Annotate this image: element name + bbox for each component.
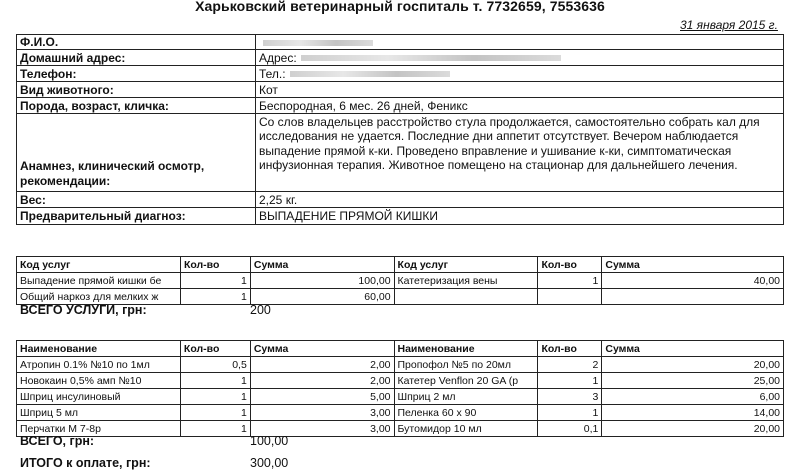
info-value: Беспородная, 6 мес. 26 дней, Феникс bbox=[256, 98, 784, 114]
column-header: Наименование bbox=[17, 341, 181, 357]
table-cell: 2,00 bbox=[250, 357, 394, 373]
table-cell: Шприц 2 мл bbox=[394, 389, 538, 405]
table-cell: 20,00 bbox=[602, 357, 784, 373]
column-header: Кол-во bbox=[538, 341, 602, 357]
redacted-text bbox=[301, 55, 561, 61]
redacted-text bbox=[290, 71, 450, 77]
grand-total-value: 300,00 bbox=[250, 456, 289, 470]
table-cell: Пеленка 60 х 90 bbox=[394, 405, 538, 421]
column-header: Кол-во bbox=[180, 257, 250, 273]
table-cell: Выпадение прямой кишки бе bbox=[17, 273, 181, 289]
info-row-phone bbox=[17, 66, 784, 82]
info-label: Предварительный диагноз: bbox=[17, 208, 256, 225]
table-row bbox=[17, 357, 784, 373]
table-cell bbox=[394, 289, 538, 305]
table-cell: Бутомидор 10 мл bbox=[394, 421, 538, 437]
table-cell: Атропин 0.1% №10 по 1мл bbox=[17, 357, 181, 373]
table-cell: 2 bbox=[538, 357, 602, 373]
table-row bbox=[17, 389, 784, 405]
table-cell: Пропофол №5 по 20мл bbox=[394, 357, 538, 373]
table-header-row bbox=[17, 257, 784, 273]
table-cell: 1 bbox=[180, 421, 250, 437]
goods-total-label: ВСЕГО, грн: bbox=[20, 434, 95, 448]
redacted-text bbox=[263, 40, 373, 46]
column-header: Сумма bbox=[250, 341, 394, 357]
info-label: Домашний адрес: bbox=[17, 50, 256, 66]
table-cell: 3,00 bbox=[250, 405, 394, 421]
info-row-breed bbox=[17, 98, 784, 114]
table-cell: 5,00 bbox=[250, 389, 394, 405]
info-label: Вид животного: bbox=[17, 82, 256, 98]
table-cell: Перчатки М 7-8р bbox=[17, 421, 181, 437]
table-cell: 1 bbox=[180, 289, 250, 305]
info-value: ВЫПАДЕНИЕ ПРЯМОЙ КИШКИ bbox=[256, 208, 784, 225]
column-header: Код услуг bbox=[17, 257, 181, 273]
info-value: Тел.: bbox=[256, 66, 784, 82]
info-label: Телефон: bbox=[17, 66, 256, 82]
table-cell: Катетер Venflon 20 GA (р bbox=[394, 373, 538, 389]
info-row-owner bbox=[17, 35, 784, 50]
column-header: Сумма bbox=[602, 341, 784, 357]
info-value bbox=[256, 35, 784, 50]
services-total-label: ВСЕГО УСЛУГИ, грн: bbox=[20, 303, 147, 317]
patient-info-table bbox=[16, 34, 784, 225]
goods-table bbox=[16, 340, 784, 437]
table-cell: 1 bbox=[180, 389, 250, 405]
info-label: Ф.И.О. bbox=[17, 35, 256, 50]
table-cell: 1 bbox=[538, 273, 602, 289]
table-cell: 14,00 bbox=[602, 405, 784, 421]
table-cell: 100,00 bbox=[250, 273, 394, 289]
table-cell bbox=[602, 289, 784, 305]
table-cell: 1 bbox=[180, 373, 250, 389]
table-row bbox=[17, 373, 784, 389]
table-cell: Шприц 5 мл bbox=[17, 405, 181, 421]
info-label: Вес: bbox=[17, 192, 256, 208]
column-header: Наименование bbox=[394, 341, 538, 357]
table-cell: 6,00 bbox=[602, 389, 784, 405]
column-header: Сумма bbox=[250, 257, 394, 273]
column-header: Кол-во bbox=[180, 341, 250, 357]
column-header: Код услуг bbox=[394, 257, 538, 273]
table-row bbox=[17, 405, 784, 421]
services-table bbox=[16, 256, 784, 305]
info-value: Со слов владельцев расстройство стула продолжается, самостоятельно собрать кал для исследования не удается. Последние дни аппетит отсутствует. Вечером наблюдается выпадение прямой к-ки. Проведено вправление и ушивание к-ки, симптоматическая инфузионная терапия. Животное помещено на стационар для дальнейшего лечения. bbox=[256, 114, 784, 192]
goods-total-value: 100,00 bbox=[250, 434, 289, 448]
grand-total-label: ИТОГО к оплате, грн: bbox=[20, 456, 151, 470]
info-label: Анамнез, клинический осмотр, рекомендации: bbox=[17, 114, 256, 192]
table-cell: 20,00 bbox=[602, 421, 784, 437]
info-value: 2,25 кг. bbox=[256, 192, 784, 208]
info-row-species bbox=[17, 82, 784, 98]
table-row bbox=[17, 421, 784, 437]
table-cell: 3 bbox=[538, 389, 602, 405]
table-cell: 40,00 bbox=[602, 273, 784, 289]
table-cell: 1 bbox=[538, 405, 602, 421]
column-header: Сумма bbox=[602, 257, 784, 273]
column-header: Кол-во bbox=[538, 257, 602, 273]
info-value: Кот bbox=[256, 82, 784, 98]
document-date: 31 января 2015 г. bbox=[680, 18, 778, 32]
hospital-title: Харьковский ветеринарный госпиталь т. 7732659, 7553636 bbox=[195, 0, 605, 14]
table-cell: Общий наркоз для мелких ж bbox=[17, 289, 181, 305]
table-cell: 0,1 bbox=[538, 421, 602, 437]
info-row-weight bbox=[17, 192, 784, 208]
services-total-value: 200 bbox=[250, 303, 271, 317]
table-row bbox=[17, 273, 784, 289]
table-cell bbox=[538, 289, 602, 305]
info-row-address bbox=[17, 50, 784, 66]
table-cell: 2,00 bbox=[250, 373, 394, 389]
table-cell: 1 bbox=[180, 405, 250, 421]
table-cell: 1 bbox=[538, 373, 602, 389]
table-cell: 25,00 bbox=[602, 373, 784, 389]
table-cell: 0,5 bbox=[180, 357, 250, 373]
table-cell: Новокаин 0,5% амп №10 bbox=[17, 373, 181, 389]
table-cell: Шприц инсулиновый bbox=[17, 389, 181, 405]
table-cell: 3,00 bbox=[250, 421, 394, 437]
table-header-row bbox=[17, 341, 784, 357]
table-cell: 60,00 bbox=[250, 289, 394, 305]
info-label: Порода, возраст, кличка: bbox=[17, 98, 256, 114]
info-value: Адрес: bbox=[256, 50, 784, 66]
table-cell: 1 bbox=[180, 273, 250, 289]
info-row-anamnesis bbox=[17, 114, 784, 192]
table-cell: Катетеризация вены bbox=[394, 273, 538, 289]
info-row-diagnosis bbox=[17, 208, 784, 225]
